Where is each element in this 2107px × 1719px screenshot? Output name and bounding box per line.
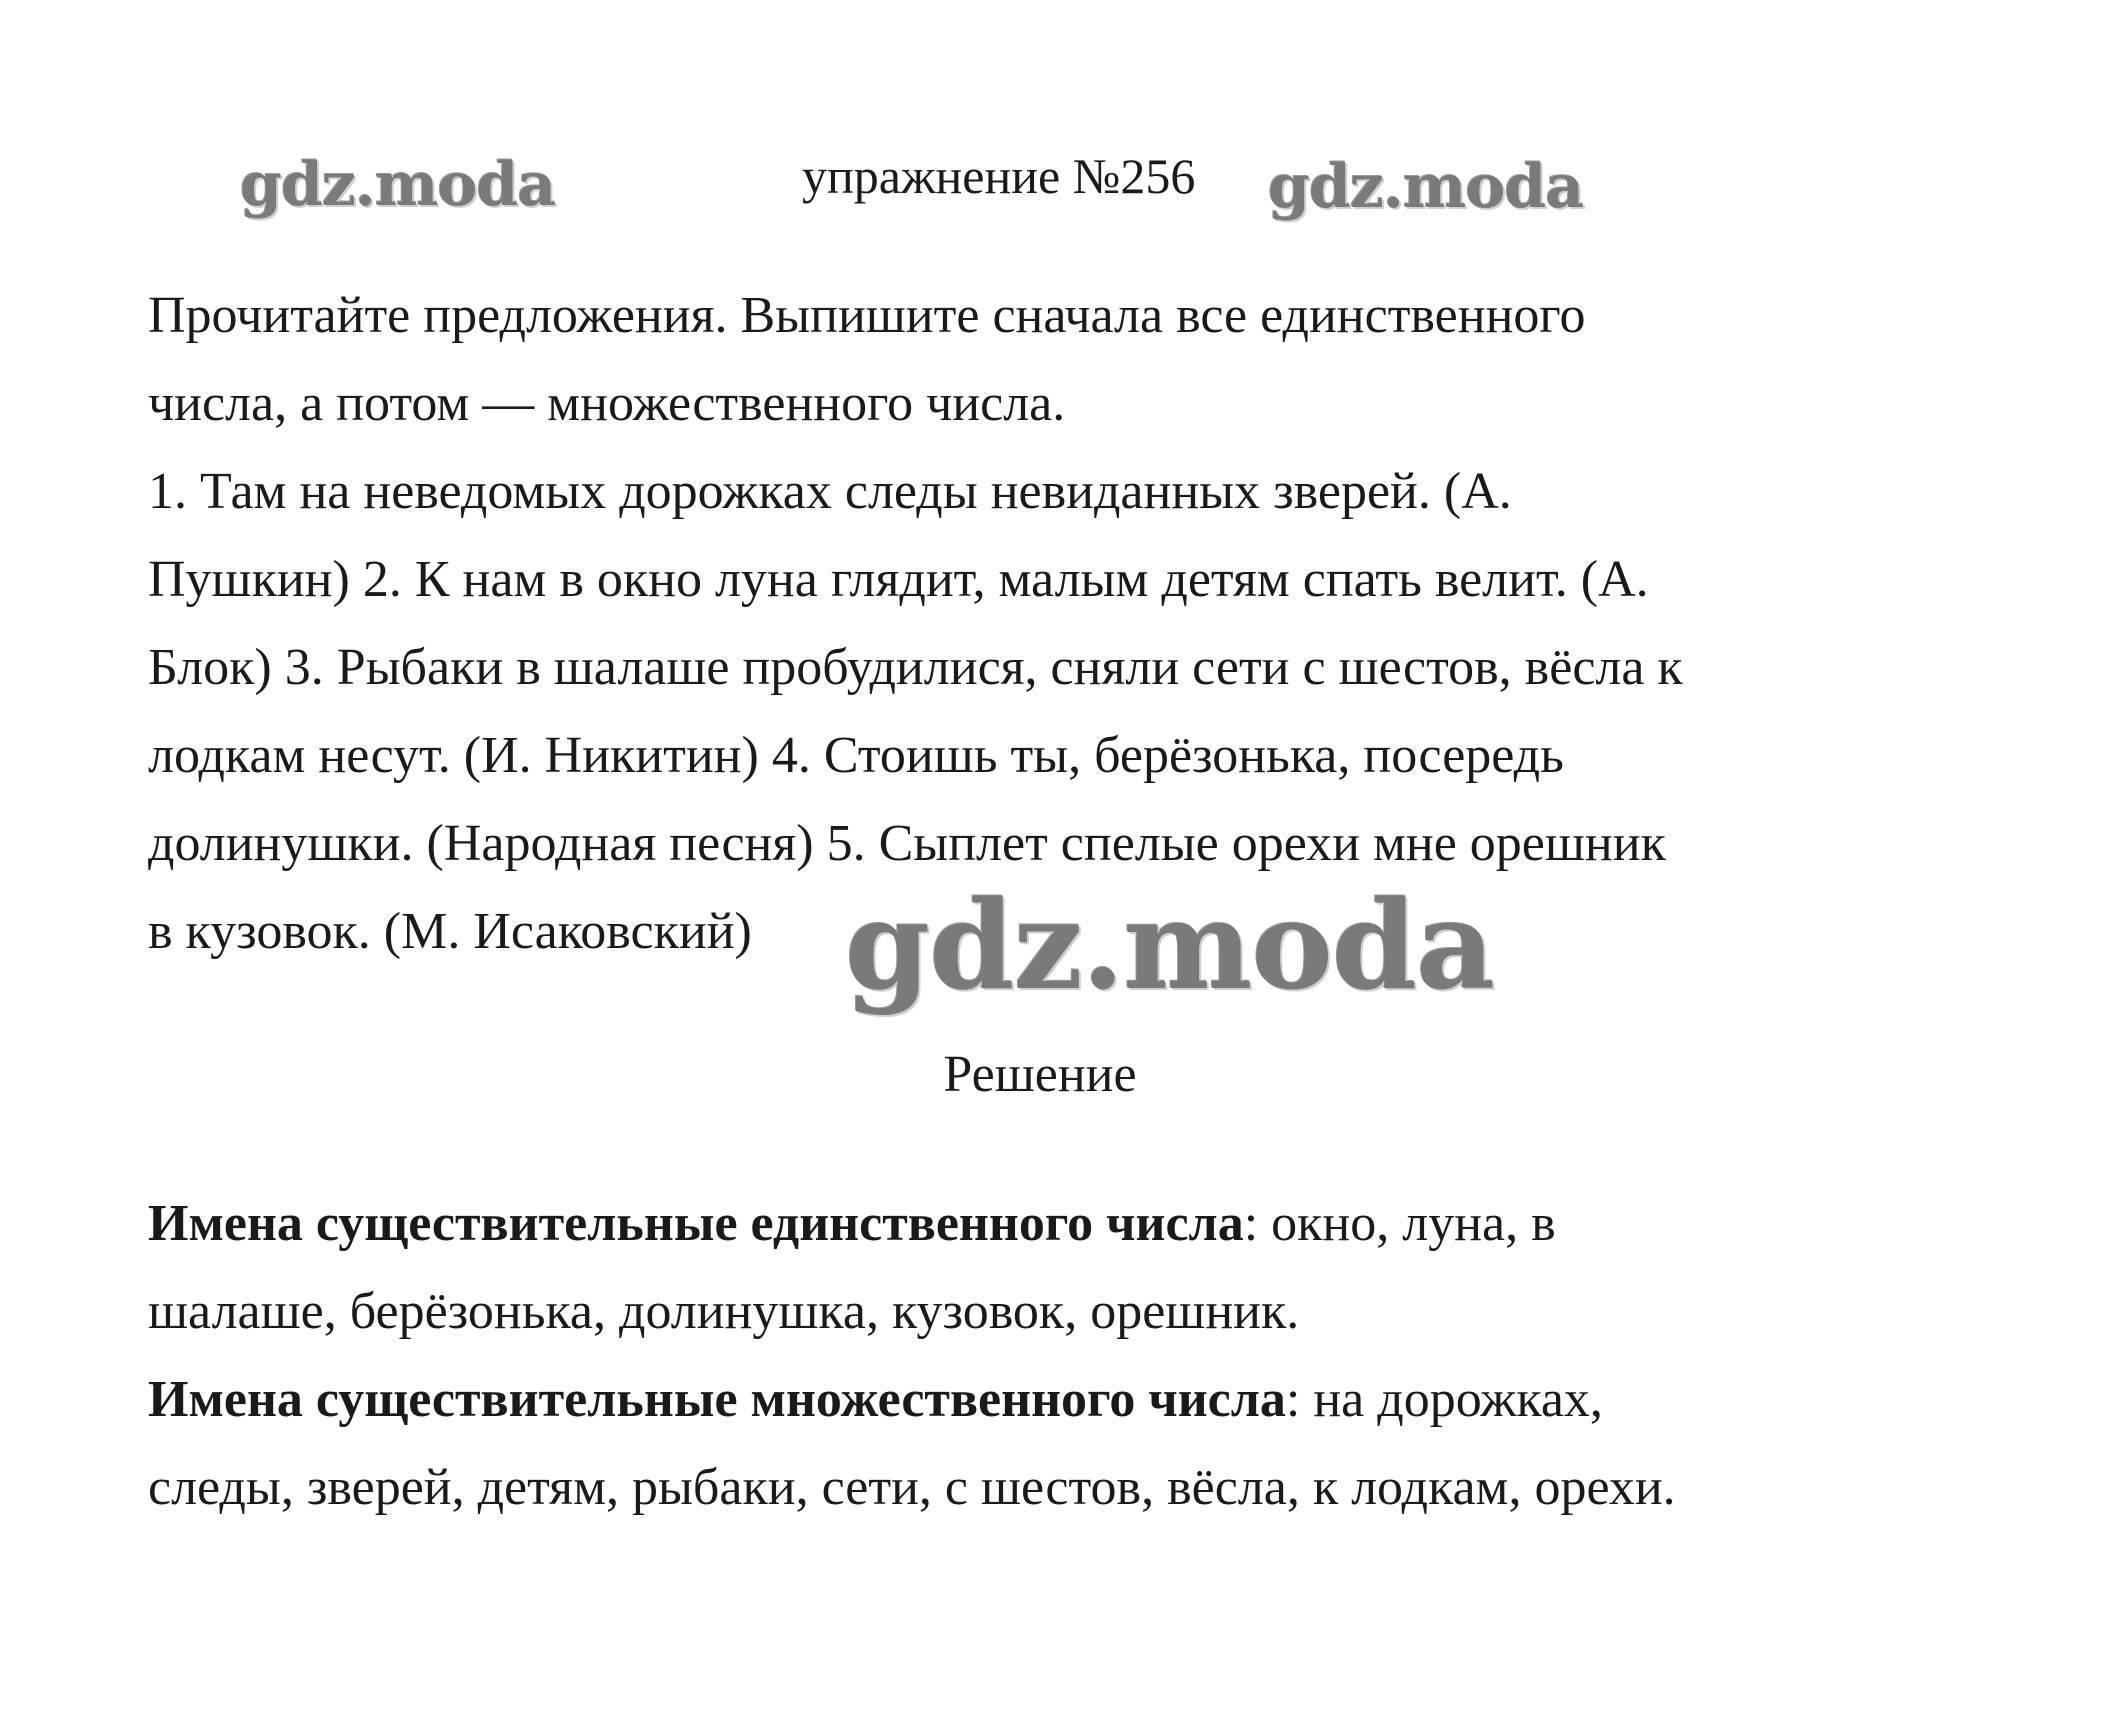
answer-line: шалаше, берёзонька, долинушка, кузовок, орешник. <box>148 1283 1300 1340</box>
task-text <box>148 272 1948 976</box>
answer-line <box>148 1356 1948 1444</box>
task-line: долинушки. (Народная песня) 5. Сыплет спелые орехи мне орешник <box>148 815 1666 872</box>
answer-line: следы, зверей, детям, рыбаки, сети, с шестов, вёсла, к лодкам, орехи. <box>148 1459 1676 1516</box>
singular-nouns: : окно, луна, в <box>1243 1195 1556 1252</box>
plural-label: Имена существительные множественного числа <box>148 1371 1286 1428</box>
task-line: Пушкин) 2. К нам в окно луна глядит, малым детям спать велит. (А. <box>148 551 1649 608</box>
answer-line <box>148 1180 1948 1268</box>
plural-nouns: : на дорожках, <box>1285 1371 1603 1428</box>
solution-heading: Решение <box>943 1046 1137 1103</box>
answer-text <box>148 1180 1948 1532</box>
watermark-logo: gdz.moda <box>1268 152 1584 222</box>
watermark-logo: gdz.moda <box>845 873 1495 1017</box>
task-line: 1. Там на неведомых дорожках следы невиданных зверей. (А. <box>148 463 1512 520</box>
task-line: Блок) 3. Рыбаки в шалаше пробудилися, сняли сети с шестов, вёсла к <box>148 639 1683 696</box>
exercise-title: упражнение №256 <box>802 148 1196 204</box>
task-line: в кузовок. (М. Исаковский) <box>148 903 752 960</box>
watermark-logo: gdz.moda <box>240 150 556 220</box>
task-line: Прочитайте предложения. Выпишите сначала все единственного <box>148 287 1586 344</box>
task-line: числа, а потом — множественного числа. <box>148 375 1066 432</box>
task-line: лодкам несут. (И. Никитин) 4. Стоишь ты, берёзонька, посередь <box>148 727 1564 784</box>
singular-label: Имена существительные единственного числа <box>148 1195 1244 1252</box>
